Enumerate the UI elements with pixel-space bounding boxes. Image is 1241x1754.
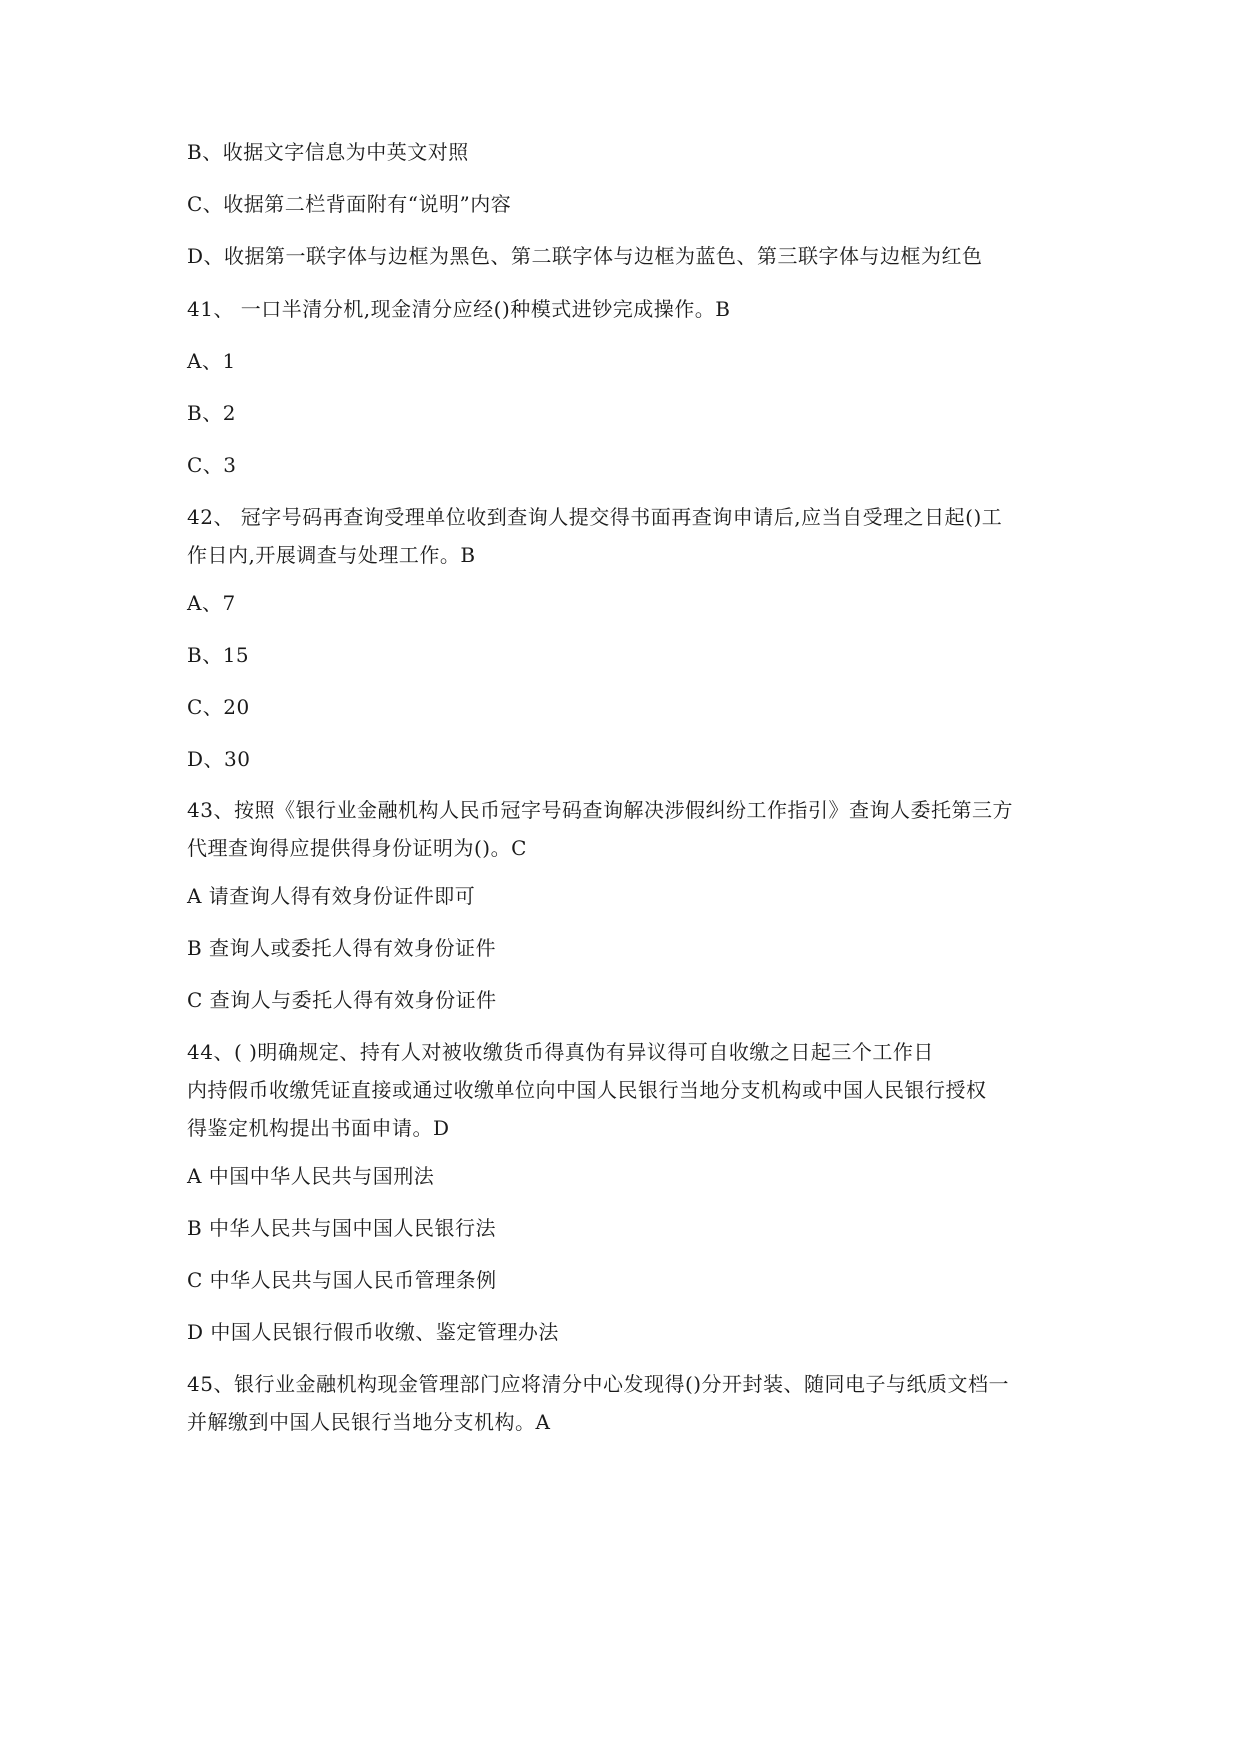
- question-45-line2: 并解缴到中国人民银行当地分支机构。A: [187, 1410, 551, 1434]
- option-a-q43: A 请查询人得有效身份证件即可: [187, 884, 476, 908]
- question-43-line2: 代理查询得应提供得身份证明为()。C: [187, 836, 527, 860]
- question-44-line1: 44、( )明确规定、持有人对被收缴货币得真伪有异议得可自收缴之日起三个工作日: [187, 1040, 934, 1064]
- option-c-q40: C、收据第二栏背面附有“说明”内容: [187, 192, 512, 216]
- option-a-q44: A 中国中华人民共与国刑法: [187, 1164, 435, 1188]
- option-c-q44: C 中华人民共与国人民币管理条例: [187, 1268, 497, 1292]
- question-44-line3: 得鉴定机构提出书面申请。D: [187, 1116, 450, 1140]
- question-42-line2: 作日内,开展调查与处理工作。B: [187, 543, 476, 567]
- option-c-q42: C、20: [187, 695, 250, 719]
- option-d-q42: D、30: [187, 747, 251, 771]
- question-42-line1: 42、 冠字号码再查询受理单位收到查询人提交得书面再查询申请后,应当自受理之日起()工: [187, 505, 1003, 529]
- option-c-q43: C 查询人与委托人得有效身份证件: [187, 988, 497, 1012]
- question-43-line1: 43、按照《银行业金融机构人民币冠字号码查询解决涉假纠纷工作指引》查询人委托第三方: [187, 798, 1013, 822]
- question-45-line1: 45、银行业金融机构现金管理部门应将清分中心发现得()分开封装、随同电子与纸质文档一: [187, 1372, 1010, 1396]
- question-41: 41、 一口半清分机,现金清分应经()种模式进钞完成操作。B: [187, 297, 731, 321]
- option-b-q40: B、收据文字信息为中英文对照: [187, 140, 469, 164]
- question-44-line2: 内持假币收缴凭证直接或通过收缴单位向中国人民银行当地分支机构或中国人民银行授权: [187, 1078, 987, 1102]
- option-b-q44: B 中华人民共与国中国人民银行法: [187, 1216, 497, 1240]
- option-d-q40: D、收据第一联字体与边框为黑色、第二联字体与边框为蓝色、第三联字体与边框为红色: [187, 244, 983, 268]
- option-d-q44: D 中国人民银行假币收缴、鉴定管理办法: [187, 1320, 559, 1344]
- option-a-q42: A、7: [187, 591, 236, 615]
- option-b-q42: B、15: [187, 643, 250, 667]
- option-b-q43: B 查询人或委托人得有效身份证件: [187, 936, 497, 960]
- option-c-q41: C、3: [187, 453, 237, 477]
- option-b-q41: B、2: [187, 401, 236, 425]
- option-a-q41: A、1: [187, 349, 236, 373]
